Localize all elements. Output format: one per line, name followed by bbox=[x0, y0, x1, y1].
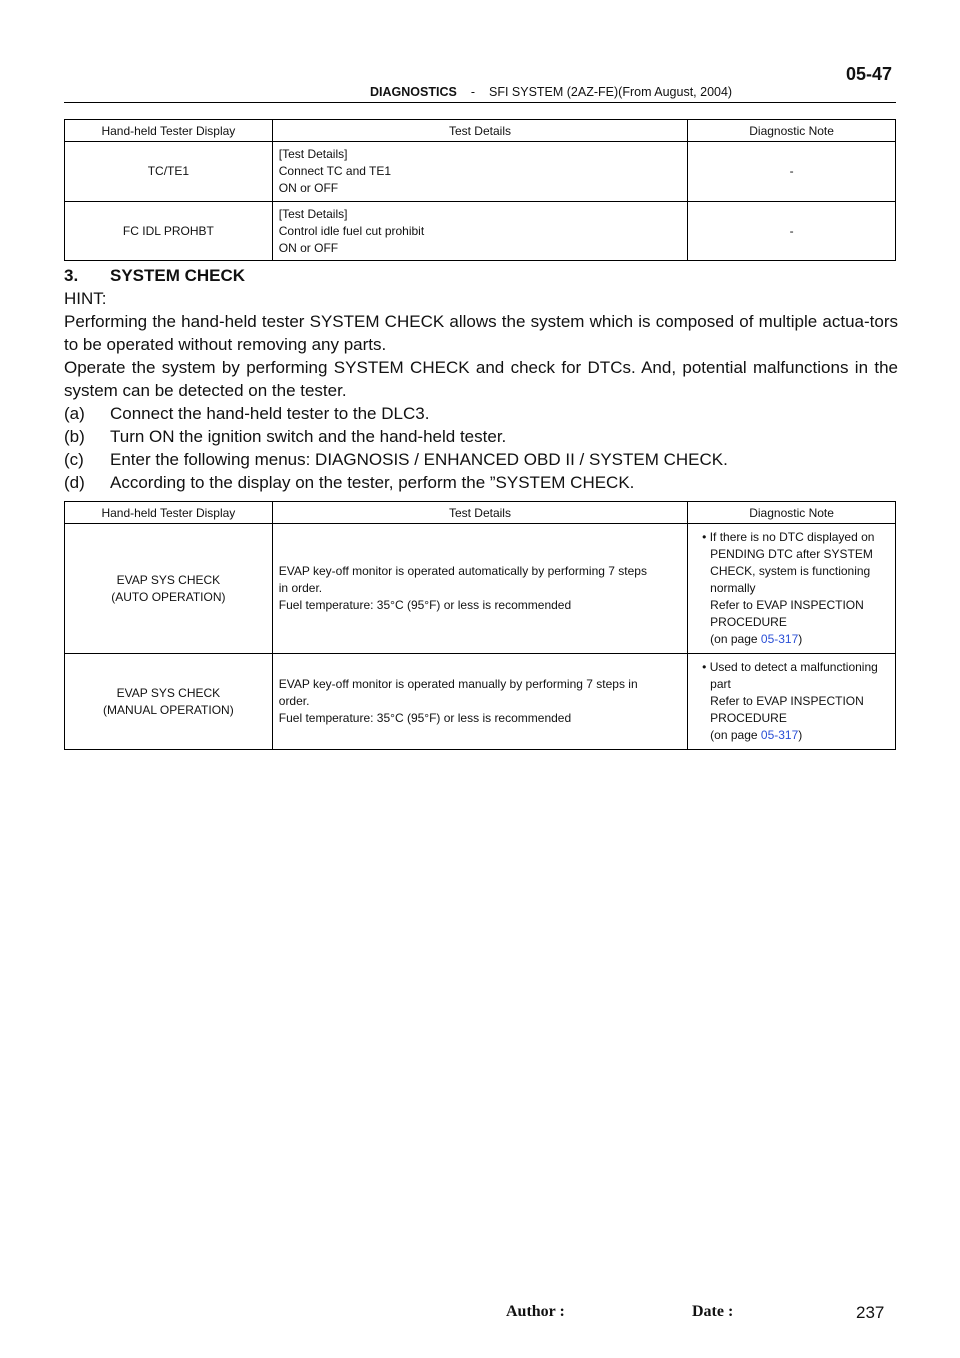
step-label: (a) bbox=[64, 404, 85, 423]
paragraph: Performing the hand-held tester SYSTEM CHECK allows the system which is composed of multiple actua-tors to be operated without removing any parts. bbox=[64, 312, 898, 354]
section-heading-title: SYSTEM CHECK bbox=[110, 266, 246, 285]
details-line: Control idle fuel cut prohibit bbox=[278, 223, 425, 238]
display-line: (MANUAL OPERATION) bbox=[103, 702, 234, 717]
tester-display-table-2 bbox=[64, 501, 896, 750]
table-row bbox=[65, 142, 896, 202]
details-line: order. bbox=[278, 694, 310, 708]
step-text: Connect the hand-held tester to the DLC3. bbox=[110, 404, 430, 423]
page-code: 05-47 bbox=[845, 64, 892, 84]
table-row bbox=[65, 524, 896, 654]
table-header-row bbox=[65, 120, 896, 142]
details-line: in order. bbox=[278, 581, 323, 595]
note-bullet: • If there is no DTC displayed on bbox=[702, 530, 875, 544]
details-line: [Test Details] bbox=[278, 206, 348, 221]
col-header-details: Test Details bbox=[272, 120, 687, 142]
note-line: CHECK, system is functioning bbox=[710, 564, 871, 578]
details-cell bbox=[272, 202, 687, 261]
note-line: Refer to EVAP INSPECTION bbox=[710, 694, 864, 708]
details-cell bbox=[272, 524, 687, 654]
step-text: Turn ON the ignition switch and the hand-held tester. bbox=[110, 427, 507, 446]
note-line: PROCEDURE bbox=[710, 615, 787, 629]
table-header-row bbox=[65, 502, 896, 524]
page-link[interactable]: 05-317 bbox=[760, 632, 799, 646]
step-item bbox=[64, 402, 898, 425]
table-row bbox=[65, 654, 896, 750]
section-heading bbox=[64, 264, 898, 287]
header-separator: - bbox=[470, 85, 475, 99]
display-line: EVAP SYS CHECK bbox=[116, 685, 221, 700]
details-line: [Test Details] bbox=[278, 147, 348, 161]
note-line: part bbox=[710, 677, 731, 691]
details-line: ON or OFF bbox=[278, 240, 339, 255]
system-check-section bbox=[64, 264, 898, 494]
step-text: According to the display on the tester, perform the ”SYSTEM CHECK. bbox=[110, 473, 635, 492]
step-text: Enter the following menus: DIAGNOSIS / ENHANCED OBD II / SYSTEM CHECK. bbox=[110, 450, 728, 469]
page-ref-suffix: ) bbox=[798, 728, 803, 742]
note-line: PROCEDURE bbox=[710, 711, 787, 725]
note-cell bbox=[688, 524, 896, 654]
page-link[interactable]: 05-317 bbox=[760, 728, 799, 742]
step-label: (b) bbox=[64, 427, 85, 446]
date-label: Date : bbox=[692, 1303, 734, 1320]
paragraph: Operate the system by performing SYSTEM CHECK and check for DTCs. And, potential malfunctions in the system can be detected on the tester. bbox=[64, 358, 898, 400]
display-cell bbox=[65, 524, 273, 654]
col-header-note: Diagnostic Note bbox=[688, 120, 896, 142]
display-cell: FC IDL PROHBT bbox=[65, 202, 273, 261]
display-cell: TC/TE1 bbox=[65, 142, 273, 202]
details-line: EVAP key-off monitor is operated automatically by performing 7 steps bbox=[278, 564, 647, 578]
details-cell bbox=[272, 142, 687, 202]
col-header-display: Hand-held Tester Display bbox=[65, 502, 273, 524]
col-header-note: Diagnostic Note bbox=[688, 502, 896, 524]
page-reference bbox=[702, 631, 891, 648]
section-title: DIAGNOSTICS bbox=[370, 85, 457, 99]
hint-label: HINT: bbox=[64, 289, 107, 308]
step-label: (c) bbox=[64, 450, 84, 469]
note-line: PENDING DTC after SYSTEM bbox=[710, 547, 873, 561]
note-line: normally bbox=[710, 581, 756, 595]
details-line: Connect TC and TE1 bbox=[278, 164, 392, 178]
display-line: (AUTO OPERATION) bbox=[111, 589, 226, 604]
details-cell bbox=[272, 654, 687, 750]
details-line: Fuel temperature: 35°C (95°F) or less is recommended bbox=[278, 598, 572, 612]
step-label: (d) bbox=[64, 473, 85, 492]
page-ref-suffix: ) bbox=[798, 632, 803, 646]
page-number: 237 bbox=[856, 1303, 885, 1322]
table-row bbox=[65, 202, 896, 261]
step-item bbox=[64, 448, 898, 471]
tester-display-table-1 bbox=[64, 119, 896, 261]
author-label: Author : bbox=[506, 1303, 565, 1320]
section-number: 3. bbox=[64, 266, 79, 285]
note-bullet: • Used to detect a malfunctioning bbox=[702, 660, 878, 674]
page-reference bbox=[702, 727, 891, 744]
step-item bbox=[64, 425, 898, 448]
page-ref-prefix: (on page bbox=[710, 728, 761, 742]
col-header-details: Test Details bbox=[272, 502, 687, 524]
display-cell bbox=[65, 654, 273, 750]
details-line: Fuel temperature: 35°C (95°F) or less is recommended bbox=[278, 711, 572, 725]
section-header bbox=[370, 85, 732, 99]
note-cell: - bbox=[688, 142, 896, 202]
step-item bbox=[64, 471, 898, 494]
details-line: EVAP key-off monitor is operated manually by performing 7 steps in bbox=[278, 677, 638, 691]
note-cell: - bbox=[688, 202, 896, 261]
details-line: ON or OFF bbox=[278, 181, 339, 195]
page-ref-prefix: (on page bbox=[710, 632, 761, 646]
header-rule bbox=[64, 102, 896, 103]
subsection-title: SFI SYSTEM (2AZ-FE)(From August, 2004) bbox=[488, 85, 733, 99]
display-line: EVAP SYS CHECK bbox=[116, 572, 221, 587]
note-line: Refer to EVAP INSPECTION bbox=[710, 598, 864, 612]
note-cell bbox=[688, 654, 896, 750]
col-header-display: Hand-held Tester Display bbox=[65, 120, 273, 142]
